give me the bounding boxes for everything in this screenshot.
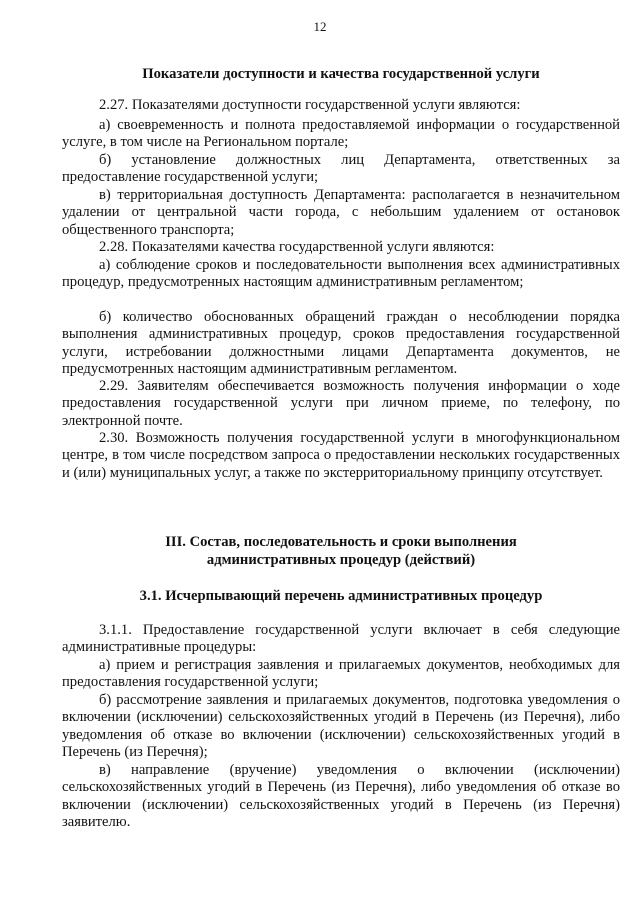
paragraph-2-27-a: а) своевременность и полнота предоставляемой информации о государственной услуге, в том числе на Региональном портале; — [62, 117, 620, 151]
section-title: Показатели доступности и качества государственной услуги — [142, 66, 540, 82]
chapter-title-line-1: III. Состав, последовательность и сроки выполнения — [165, 534, 517, 550]
page-number: 12 — [313, 19, 327, 34]
paragraph-2-28-a: а) соблюдение сроков и последовательности выполнения всех административных процедур, предусмотренных настоящим административным регламентом; — [62, 257, 620, 291]
paragraph-2-28-b: б) количество обоснованных обращений граждан о несоблюдении порядка выполнения административных процедур, сроков предоставления государственной услуги, истребовании должностными лицами Департамента документов, не предусмотренных настоящим административным регламентом. — [62, 309, 620, 377]
paragraph-2-28: 2.28. Показателями качества государственной услуги являются: — [99, 239, 495, 255]
chapter-title-line-2: административных процедур (действий) — [206, 552, 476, 568]
paragraph-2-27-b: б) установление должностных лиц Департамента, ответственных за предоставление государственной услуги; — [62, 152, 620, 186]
subsection-title: 3.1. Исчерпывающий перечень административных процедур — [139, 588, 543, 604]
paragraph-3-1-1-a: а) прием и регистрация заявления и прилагаемых документов, необходимых для предоставления государственной услуги; — [62, 657, 620, 691]
paragraph-2-27-c: в) территориальная доступность Департамента: располагается в незначительном удалении от центральной части города, с небольшим удалением от остановок общественного транспорта; — [62, 187, 620, 238]
paragraph-3-1-1: 3.1.1. Предоставление государственной услуги включает в себя следующие административные процедуры: — [62, 622, 620, 656]
paragraph-2-30: 2.30. Возможность получения государственной услуги в многофункциональном центре, в том числе посредством запроса о предоставлении нескольких государственных и (или) муниципальных услуг, а также по экстерриториальному принципу отсутствует. — [62, 430, 620, 481]
paragraph-2-27: 2.27. Показателями доступности государственной услуги являются: — [99, 97, 521, 113]
paragraph-3-1-1-c: в) направление (вручение) уведомления о включении (исключении) сельскохозяйственных угодий в Перечень (из Перечня), либо уведомления об отказе во включении (исключении) сельскохозяйственных угодий в Перечень (из Перечня) заявителю. — [62, 762, 620, 830]
paragraph-3-1-1-b: б) рассмотрение заявления и прилагаемых документов, подготовка уведомления о включении (исключении) сельскохозяйственных угодий в Перечень (из Перечня), либо уведомления об отказе во включении (исключении) сельскохозяйственных угодий в Перечень (из Перечня); — [62, 692, 620, 760]
paragraph-2-29: 2.29. Заявителям обеспечивается возможность получения информации о ходе предоставления государственной услуги при личном приеме, по телефону, по электронной почте. — [62, 378, 620, 429]
